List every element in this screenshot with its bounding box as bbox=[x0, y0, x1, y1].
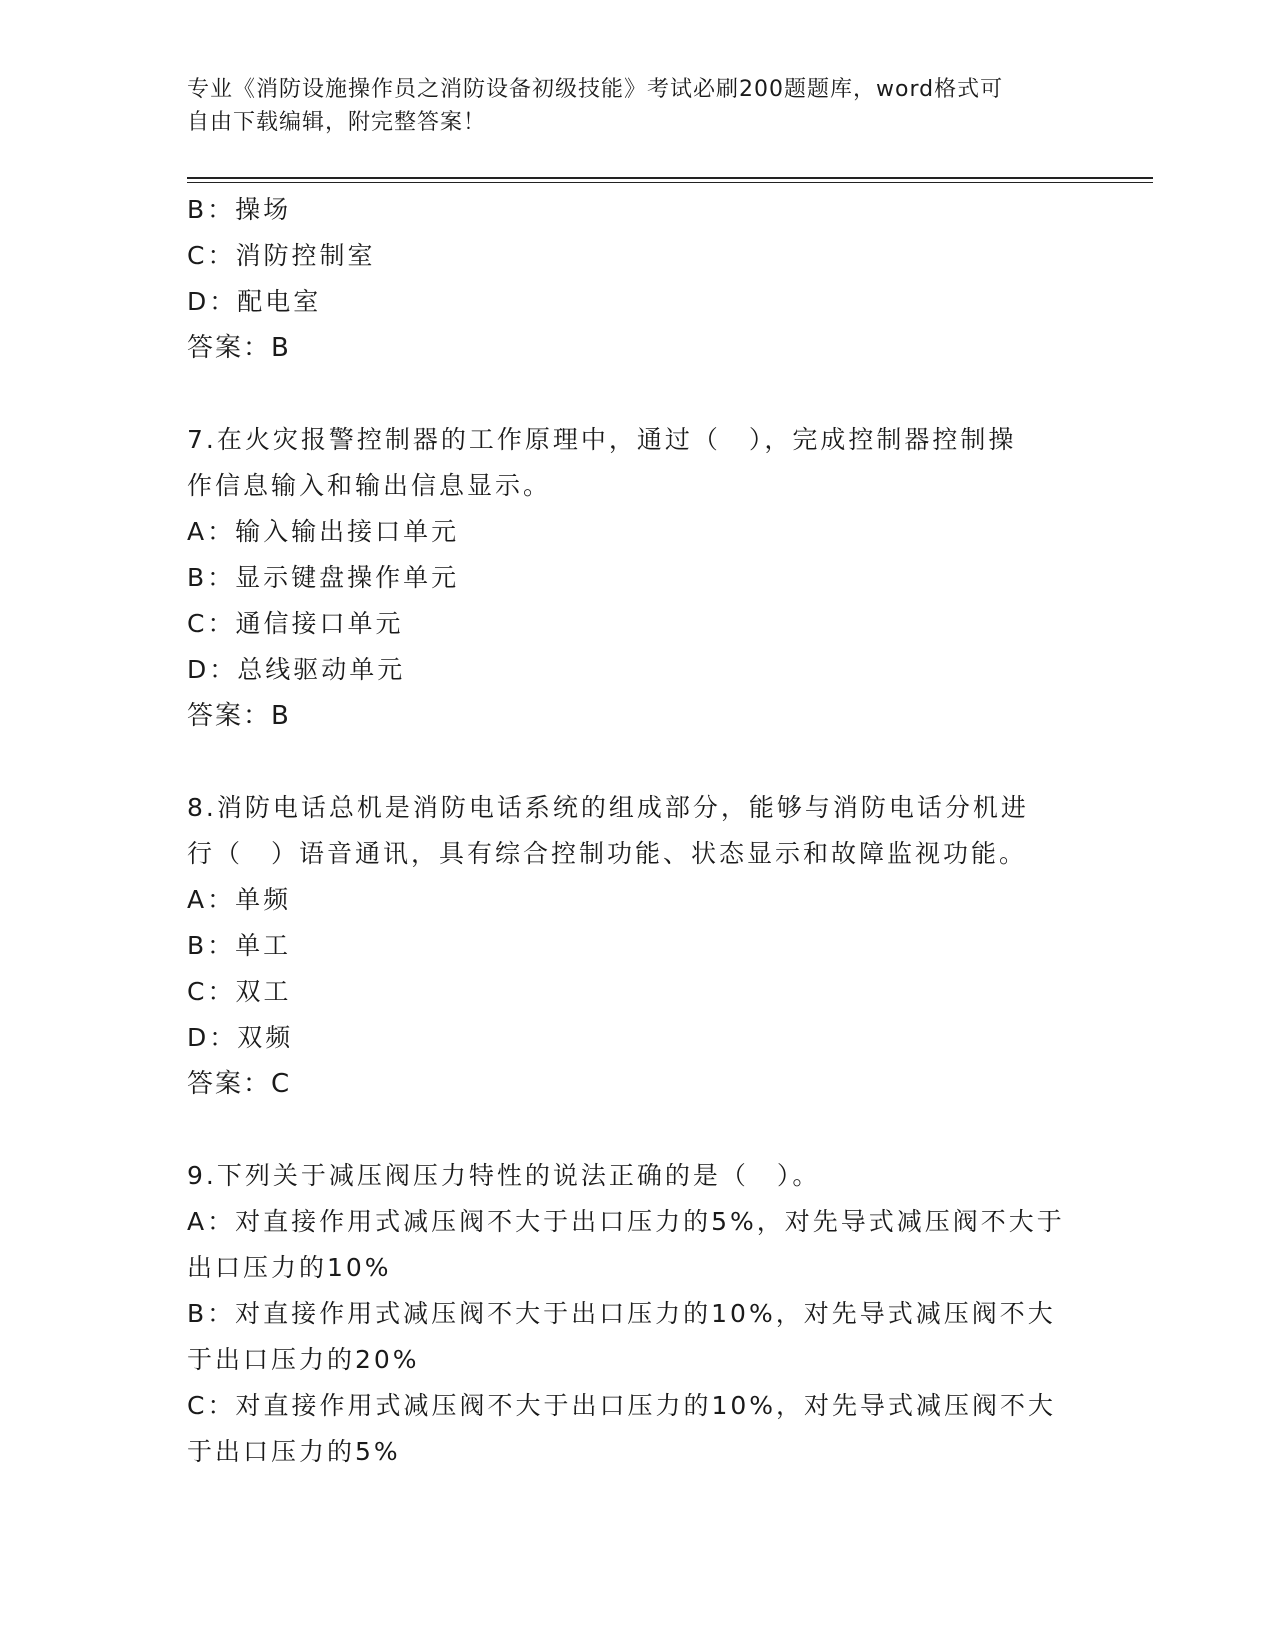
question-6-continuation bbox=[187, 187, 1087, 371]
option-b: B：单工 bbox=[187, 931, 292, 960]
option-d: D：总线驱动单元 bbox=[187, 655, 406, 684]
header-line-1: 专业《消防设施操作员之消防设备初级技能》考试必刷200题题库，word格式可 bbox=[187, 77, 1004, 102]
option-b: B：操场 bbox=[187, 195, 292, 224]
question-7 bbox=[187, 417, 1087, 739]
option-b-continued: 于出口压力的20% bbox=[187, 1345, 420, 1374]
answer: 答案：C bbox=[187, 1069, 292, 1099]
option-c: C：对直接作用式减压阀不大于出口压力的10%，对先导式减压阀不大 bbox=[187, 1391, 1057, 1420]
question-stem: 作信息输入和输出信息显示。 bbox=[187, 471, 552, 500]
option-b: B：对直接作用式减压阀不大于出口压力的10%，对先导式减压阀不大 bbox=[187, 1299, 1056, 1328]
question-stem: 7.在火灾报警控制器的工作原理中，通过（ ），完成控制器控制操 bbox=[187, 425, 1017, 454]
question-stem: 行（ ）语音通讯，具有综合控制功能、状态显示和故障监视功能。 bbox=[187, 839, 1028, 868]
option-d: D：双频 bbox=[187, 1023, 294, 1052]
option-c: C：双工 bbox=[187, 977, 292, 1006]
answer: 答案：B bbox=[187, 701, 291, 731]
header-divider-thin bbox=[187, 182, 1153, 183]
option-c: C：消防控制室 bbox=[187, 241, 376, 270]
answer: 答案：B bbox=[187, 333, 291, 363]
question-stem: 9.下列关于减压阀压力特性的说法正确的是（ ）。 bbox=[187, 1161, 821, 1190]
document-header bbox=[187, 73, 1067, 139]
option-d: D：配电室 bbox=[187, 287, 322, 316]
header-line-2: 自由下载编辑，附完整答案！ bbox=[187, 110, 487, 135]
option-a: A：单频 bbox=[187, 885, 292, 914]
option-c-continued: 于出口压力的5% bbox=[187, 1437, 401, 1466]
question-9 bbox=[187, 1153, 1087, 1475]
question-list bbox=[187, 187, 1087, 1475]
option-b: B：显示键盘操作单元 bbox=[187, 563, 460, 592]
option-a: A：输入输出接口单元 bbox=[187, 517, 460, 546]
header-divider-thick bbox=[187, 177, 1153, 179]
option-c: C：通信接口单元 bbox=[187, 609, 404, 638]
option-a: A：对直接作用式减压阀不大于出口压力的5%，对先导式减压阀不大于 bbox=[187, 1207, 1065, 1236]
question-stem: 8.消防电话总机是消防电话系统的组成部分，能够与消防电话分机进 bbox=[187, 793, 1029, 822]
question-8 bbox=[187, 785, 1087, 1107]
option-a-continued: 出口压力的10% bbox=[187, 1253, 392, 1282]
